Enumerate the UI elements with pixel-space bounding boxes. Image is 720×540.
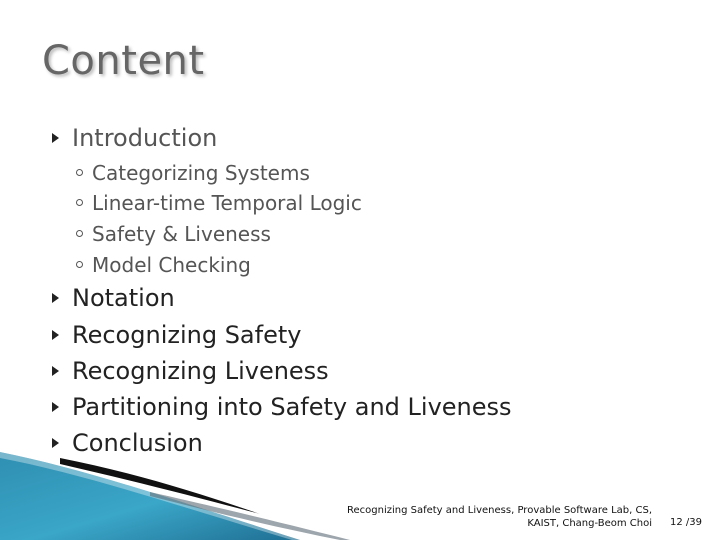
list-item-introduction: [52, 124, 218, 152]
bullet-arrow-icon: [52, 133, 59, 143]
bullet-arrow-icon: [52, 402, 59, 412]
item-label: Notation: [72, 284, 175, 312]
item-label: Recognizing Safety: [72, 321, 302, 349]
item-label: Conclusion: [72, 429, 203, 457]
sub-item: [76, 160, 310, 185]
item-label: Introduction: [72, 124, 218, 152]
sub-item: [76, 252, 251, 277]
footer-line-1: Recognizing Safety and Liveness, Provable Software Lab, CS,: [346, 505, 652, 516]
bullet-circle-icon: [76, 261, 83, 268]
list-item-recognizing-liveness: [52, 357, 329, 385]
page-number: 12 /39: [670, 517, 702, 528]
bullet-circle-icon: [76, 169, 83, 176]
sub-item-label: Linear-time Temporal Logic: [92, 190, 362, 215]
sub-item-label: Model Checking: [92, 252, 251, 277]
list-item-recognizing-safety: [52, 321, 302, 349]
sub-item: [76, 221, 271, 246]
sub-item-label: Categorizing Systems: [92, 160, 310, 185]
slide-title: Content: [42, 38, 205, 84]
list-item-partitioning: [52, 393, 512, 421]
sub-item: [76, 190, 362, 215]
bullet-arrow-icon: [52, 293, 59, 303]
item-label: Recognizing Liveness: [72, 357, 329, 385]
bullet-circle-icon: [76, 199, 83, 206]
bullet-arrow-icon: [52, 330, 59, 340]
bullet-arrow-icon: [52, 366, 59, 376]
sub-item-label: Safety & Liveness: [92, 221, 271, 246]
bullet-circle-icon: [76, 230, 83, 237]
footer-citation: [347, 504, 652, 530]
footer-line-2: KAIST, Chang-Beom Choi: [527, 518, 652, 529]
list-item-notation: [52, 284, 175, 312]
item-label: Partitioning into Safety and Liveness: [72, 393, 512, 421]
